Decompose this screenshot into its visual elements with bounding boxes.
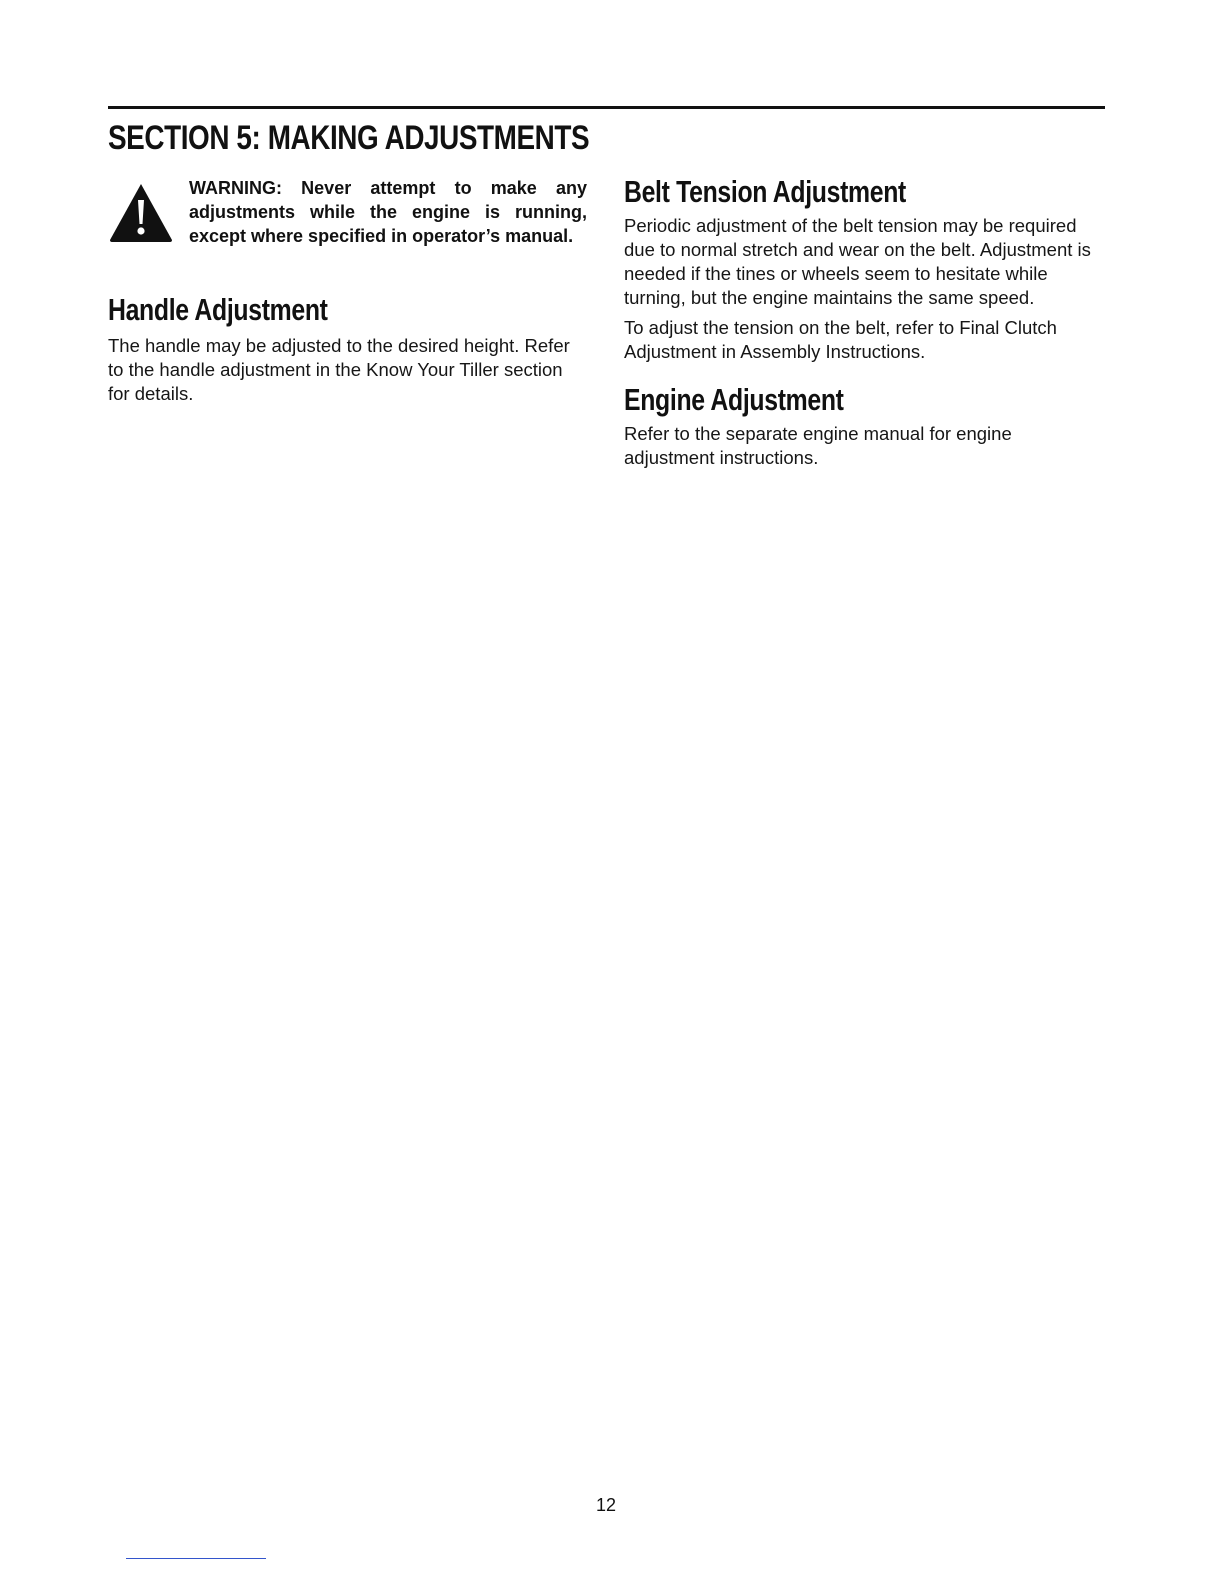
left-column (108, 176, 590, 406)
warning-triangle-icon (108, 182, 174, 242)
handle-adjustment-heading: Handle Adjustment (108, 292, 328, 327)
page-number: 12 (595, 1495, 617, 1515)
belt-tension-paragraph-1: Periodic adjustment of the belt tension may be required due to normal stretch and wear on the belt. Adjustment is needed if the tines or wheels seem to hesitate while turning, but the engine maintains the same speed. (624, 215, 1091, 308)
warning-text: WARNING: Never attempt to make any adjustments while the engine is running, except where specified in operator’s manual. (189, 178, 587, 246)
warning-block (108, 176, 590, 276)
belt-tension-heading: Belt Tension Adjustment (624, 174, 906, 209)
section-title: SECTION 5: MAKING ADJUSTMENTS (108, 119, 590, 157)
belt-tension-paragraph-2: To adjust the tension on the belt, refer to Final Clutch Adjustment in Assembly Instructions. (624, 317, 1057, 362)
engine-adjustment-body: Refer to the separate engine manual for engine adjustment instructions. (624, 423, 1012, 468)
section-top-rule (108, 106, 1105, 109)
handle-adjustment-body: The handle may be adjusted to the desired height. Refer to the handle adjustment in the Know Your Tiller section for details. (108, 335, 570, 404)
footer-rule (126, 1558, 266, 1559)
engine-adjustment-heading: Engine Adjustment (624, 382, 844, 417)
right-column (624, 172, 1106, 470)
